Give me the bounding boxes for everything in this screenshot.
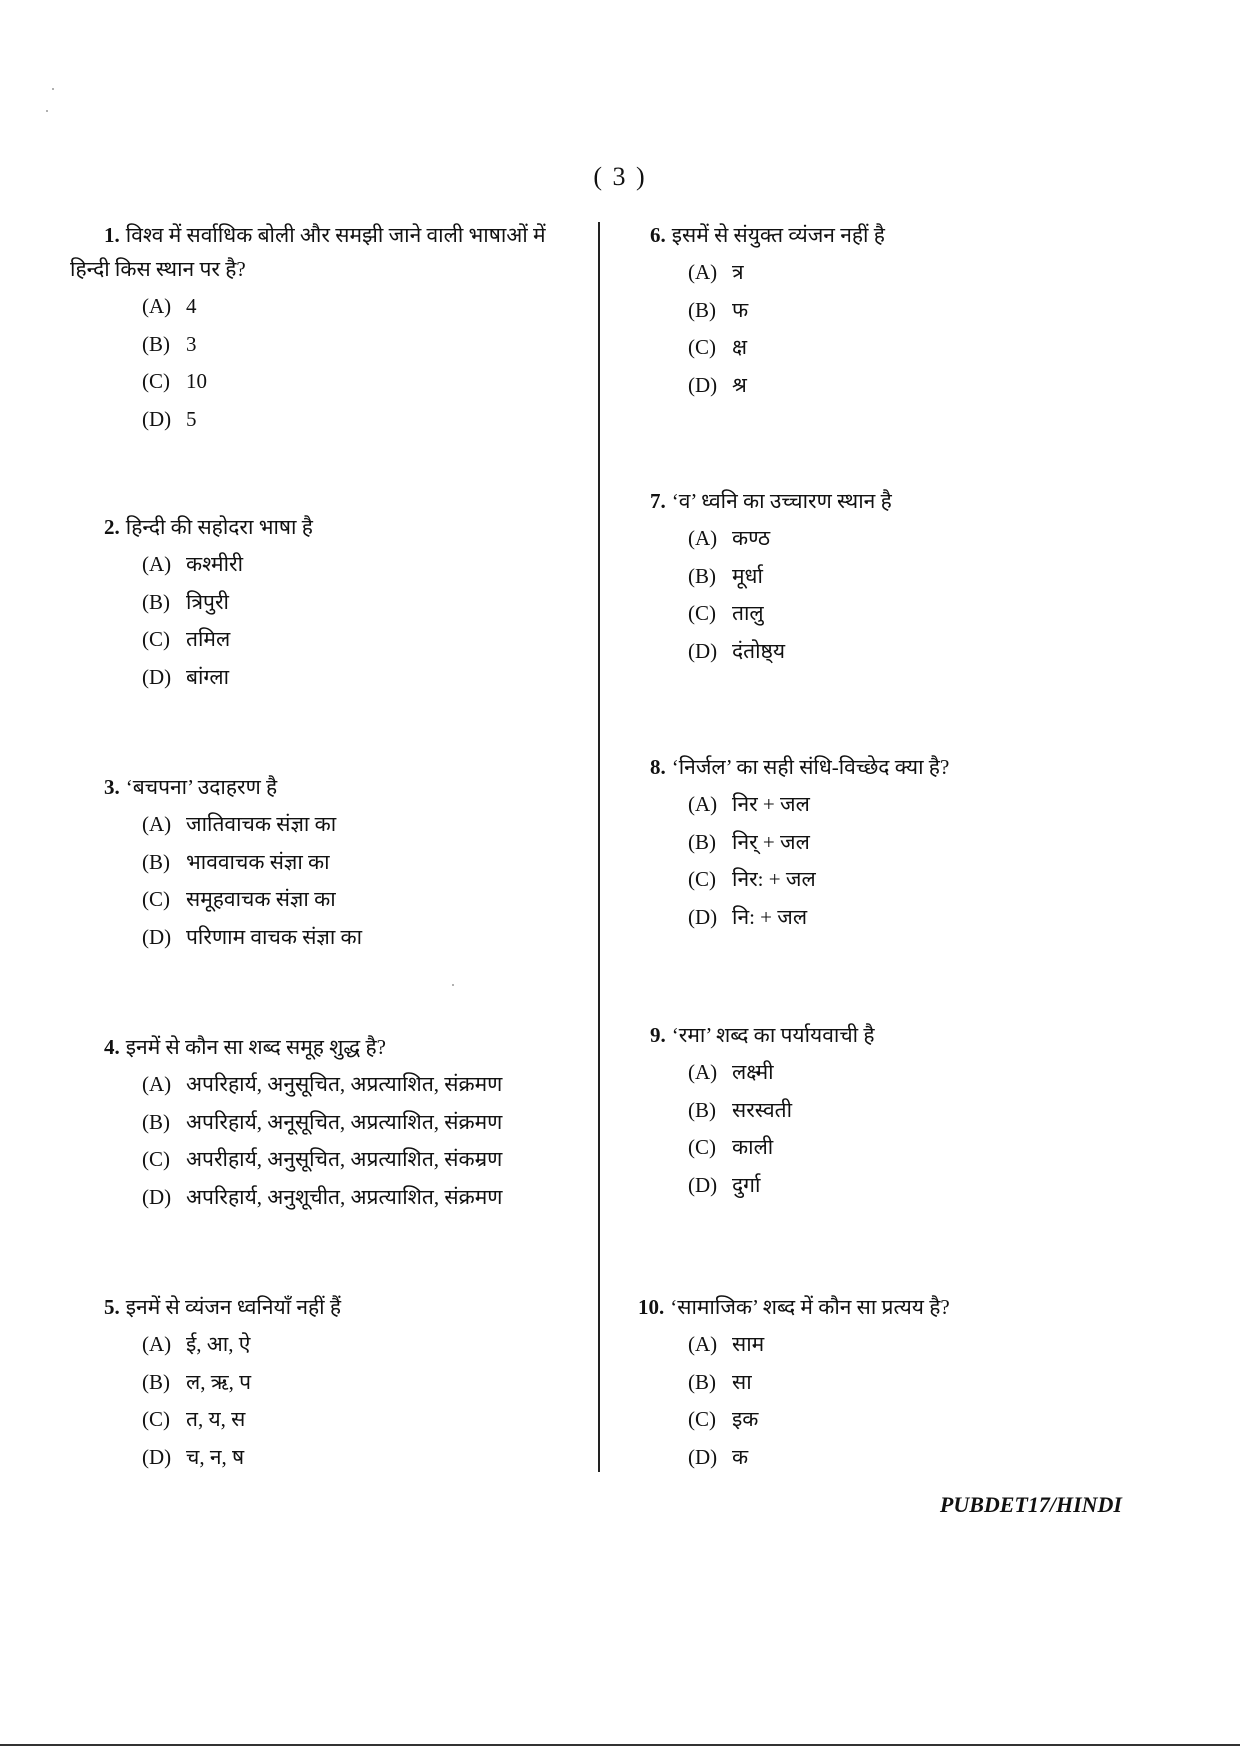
question-6	[650, 218, 1170, 404]
option-text: तमिल	[186, 627, 231, 651]
option-label: (C)	[688, 601, 716, 625]
option-text: अपरीहार्य, अनुसूचित, अप्रत्याशित, संकम्रण	[186, 1147, 503, 1171]
question-text: विश्व में सर्वाधिक बोली और समझी जाने वाली भाषाओं में हिन्दी किस स्थान पर है?	[70, 223, 546, 281]
option-label: (D)	[688, 372, 718, 397]
option-d[interactable]	[70, 659, 590, 697]
option-label: (A)	[142, 1072, 172, 1096]
option-text: श्र	[732, 372, 747, 397]
option-text: त, य, स	[186, 1407, 246, 1431]
question-1	[70, 218, 590, 438]
option-a[interactable]	[70, 546, 590, 584]
question-stem	[650, 218, 1170, 252]
option-text: क	[732, 1444, 749, 1469]
option-c[interactable]	[70, 1141, 590, 1179]
option-b[interactable]	[650, 1092, 1170, 1130]
option-a[interactable]	[70, 288, 590, 326]
question-text: ‘सामाजिक’ शब्द में कौन सा प्रत्यय है?	[670, 1295, 950, 1319]
option-d[interactable]	[650, 367, 1170, 405]
option-label: (C)	[142, 627, 170, 651]
option-text: कश्मीरी	[186, 552, 244, 576]
question-3	[70, 770, 590, 956]
option-c[interactable]	[650, 329, 1170, 367]
option-b[interactable]	[70, 326, 590, 364]
question-number: 7.	[650, 489, 666, 513]
option-label: (D)	[142, 924, 172, 949]
option-label: (A)	[688, 526, 718, 550]
option-label: (A)	[142, 1332, 172, 1356]
option-text: 5	[186, 406, 197, 431]
question-number: 2.	[104, 515, 120, 539]
question-stem	[70, 770, 590, 804]
option-c[interactable]	[650, 1129, 1170, 1167]
option-c[interactable]	[70, 621, 590, 659]
option-text: भाववाचक संज्ञा का	[186, 849, 330, 874]
option-a[interactable]	[70, 1066, 590, 1104]
option-c[interactable]	[70, 1401, 590, 1439]
option-a[interactable]	[650, 1326, 1170, 1364]
option-d[interactable]	[650, 899, 1170, 937]
question-number: 5.	[104, 1295, 120, 1319]
option-text: मूर्धा	[732, 563, 763, 588]
option-b[interactable]	[650, 1364, 1170, 1402]
option-text: अपरिहार्य, अनूसूचित, अप्रत्याशित, संक्रमण	[186, 1109, 503, 1134]
option-label: (D)	[688, 1444, 718, 1469]
scan-speck	[452, 984, 454, 986]
question-number: 6.	[650, 223, 666, 247]
option-text: परिणाम वाचक संज्ञा का	[186, 924, 363, 949]
option-label: (D)	[688, 904, 718, 929]
option-text: 10	[186, 369, 207, 393]
option-label: (C)	[142, 1147, 170, 1171]
question-5	[70, 1290, 590, 1476]
option-list	[650, 254, 1170, 404]
option-label: (A)	[688, 260, 718, 284]
option-text: त्रिपुरी	[186, 589, 229, 614]
option-label: (B)	[142, 1109, 170, 1134]
option-text: सरस्वती	[732, 1097, 793, 1122]
option-label: (C)	[142, 369, 170, 393]
option-text: साम	[732, 1332, 765, 1356]
question-text: इनमें से कौन सा शब्द समूह शुद्ध है?	[125, 1035, 386, 1059]
question-stem	[650, 750, 1170, 784]
option-text: फ	[732, 297, 749, 322]
option-label: (A)	[142, 812, 172, 836]
option-label: (A)	[688, 792, 718, 816]
question-number: 3.	[104, 775, 120, 799]
question-number: 8.	[650, 755, 666, 779]
question-text: इसमें से संयुक्त व्यंजन नहीं है	[671, 223, 885, 247]
option-b[interactable]	[70, 1364, 590, 1402]
option-label: (B)	[142, 589, 170, 614]
option-text: ई, आ, ऐ	[186, 1332, 251, 1356]
option-label: (B)	[142, 849, 170, 874]
option-b[interactable]	[650, 292, 1170, 330]
option-d[interactable]	[70, 1439, 590, 1477]
option-text: ल, ऋ, प	[186, 1369, 252, 1394]
question-stem	[70, 218, 590, 286]
option-d[interactable]	[70, 401, 590, 439]
option-text: निर + जल	[732, 792, 810, 816]
option-d[interactable]	[650, 1167, 1170, 1205]
question-stem	[70, 1290, 590, 1324]
question-4	[70, 1030, 590, 1216]
option-text: अपरिहार्य, अनुसूचित, अप्रत्याशित, संक्रमण	[186, 1072, 503, 1096]
option-b[interactable]	[70, 584, 590, 622]
option-list	[70, 546, 590, 696]
question-8	[650, 750, 1170, 936]
question-number: 9.	[650, 1023, 666, 1047]
scan-speck	[52, 88, 54, 90]
scan-speck	[46, 110, 48, 112]
page-number: ( 3 )	[593, 162, 647, 191]
option-text: दुर्गा	[732, 1172, 761, 1197]
option-label: (B)	[142, 1369, 170, 1394]
option-list	[650, 1054, 1170, 1204]
option-a[interactable]	[650, 786, 1170, 824]
question-9	[650, 1018, 1170, 1204]
option-text: बांग्ला	[186, 664, 230, 689]
question-text: इनमें से व्यंजन ध्वनियाँ नहीं हैं	[125, 1295, 341, 1319]
option-c[interactable]	[650, 861, 1170, 899]
option-list	[70, 1066, 590, 1216]
option-label: (B)	[688, 563, 716, 588]
option-b[interactable]	[650, 824, 1170, 862]
question-7	[650, 484, 1170, 670]
option-label: (D)	[688, 1172, 718, 1197]
option-c[interactable]	[70, 881, 590, 919]
option-text: च, न, ष	[186, 1444, 245, 1469]
option-label: (D)	[142, 664, 172, 689]
option-label: (C)	[688, 335, 716, 359]
option-label: (B)	[688, 1097, 716, 1122]
question-text: ‘निर्जल’ का सही संधि-विच्छेद क्या है?	[671, 755, 950, 779]
option-text: 4	[186, 294, 197, 318]
option-text: काली	[732, 1135, 774, 1159]
option-text: त्र	[732, 260, 744, 284]
option-b[interactable]	[70, 844, 590, 882]
question-stem	[650, 1018, 1170, 1052]
option-label: (A)	[142, 294, 172, 318]
option-label: (B)	[142, 331, 170, 356]
option-text: तालु	[732, 601, 764, 625]
option-b[interactable]	[70, 1104, 590, 1142]
option-d[interactable]	[650, 1439, 1170, 1477]
option-label: (D)	[688, 638, 718, 663]
option-a[interactable]	[650, 1054, 1170, 1092]
question-2	[70, 510, 590, 696]
option-a[interactable]	[70, 1326, 590, 1364]
option-text: सा	[732, 1369, 752, 1394]
question-number: 1.	[104, 223, 120, 247]
question-number: 4.	[104, 1035, 120, 1059]
option-list	[650, 1326, 1170, 1476]
option-text: समूहवाचक संज्ञा का	[186, 887, 336, 911]
option-label: (D)	[142, 406, 172, 431]
option-list	[70, 806, 590, 956]
option-label: (B)	[688, 829, 716, 854]
option-text: निर् + जल	[732, 829, 810, 854]
option-text: निर: + जल	[732, 867, 816, 891]
option-d[interactable]	[650, 633, 1170, 671]
option-label: (C)	[142, 887, 170, 911]
option-text: नि: + जल	[732, 904, 808, 929]
option-label: (C)	[688, 867, 716, 891]
option-b[interactable]	[650, 558, 1170, 596]
option-a[interactable]	[650, 254, 1170, 292]
question-text: ‘रमा’ शब्द का पर्यायवाची है	[671, 1023, 875, 1047]
option-label: (C)	[688, 1135, 716, 1159]
option-text: कण्ठ	[732, 526, 771, 550]
paper-code: PUBDET17/HINDI	[939, 1492, 1122, 1517]
question-stem	[638, 1290, 1170, 1324]
option-c[interactable]	[70, 363, 590, 401]
option-label: (A)	[688, 1332, 718, 1356]
question-text: ‘व’ ध्वनि का उच्चारण स्थान है	[671, 489, 892, 513]
option-d[interactable]	[70, 1179, 590, 1217]
option-label: (A)	[688, 1060, 718, 1084]
option-label: (A)	[142, 552, 172, 576]
question-text: ‘बचपना’ उदाहरण है	[125, 775, 278, 799]
option-c[interactable]	[650, 1401, 1170, 1439]
option-text: क्ष	[732, 335, 748, 359]
option-a[interactable]	[650, 520, 1170, 558]
option-label: (B)	[688, 1369, 716, 1394]
option-c[interactable]	[650, 595, 1170, 633]
option-list	[70, 288, 590, 438]
option-label: (C)	[688, 1407, 716, 1431]
option-list	[70, 1326, 590, 1476]
option-list	[650, 786, 1170, 936]
option-text: अपरिहार्य, अनुशूचीत, अप्रत्याशित, संक्रमण	[186, 1184, 503, 1209]
question-text: हिन्दी की सहोदरा भाषा है	[125, 515, 313, 539]
question-stem	[70, 510, 590, 544]
question-stem	[70, 1030, 590, 1064]
option-text: दंतोष्ठ्य	[732, 638, 786, 663]
option-d[interactable]	[70, 919, 590, 957]
option-label: (D)	[142, 1444, 172, 1469]
question-stem	[650, 484, 1170, 518]
option-label: (D)	[142, 1184, 172, 1209]
column-divider	[598, 222, 600, 1472]
option-text: इक	[732, 1407, 759, 1431]
option-text: लक्ष्मी	[732, 1060, 774, 1084]
option-label: (B)	[688, 297, 716, 322]
option-text: 3	[186, 331, 197, 356]
question-number: 10.	[638, 1295, 665, 1319]
option-list	[650, 520, 1170, 670]
option-text: जातिवाचक संज्ञा का	[186, 812, 337, 836]
option-a[interactable]	[70, 806, 590, 844]
bottom-rule	[0, 1744, 1240, 1746]
question-10	[638, 1290, 1170, 1476]
option-label: (C)	[142, 1407, 170, 1431]
